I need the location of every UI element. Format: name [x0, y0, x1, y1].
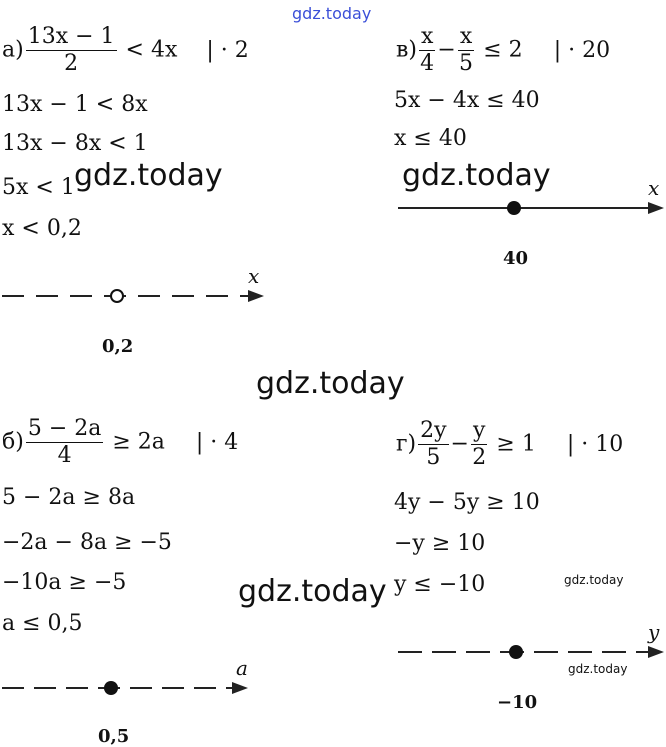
watermark-mid-left: gdz.today: [74, 158, 223, 193]
fraction-numerator: 5 − 2a: [27, 416, 102, 441]
number-line-b-axis-label: a: [236, 656, 248, 680]
watermark-center: gdz.today: [256, 366, 405, 401]
problem-v-header: [396, 26, 610, 75]
problem-a-rhs: < 4x: [125, 37, 178, 63]
problem-a-label: а): [2, 37, 24, 63]
number-line-a-axis-label: x: [248, 264, 260, 288]
problem-v-label: в): [396, 37, 417, 63]
problem-b-fraction: [26, 418, 104, 467]
fraction-numerator: 13x − 1: [27, 24, 115, 49]
problem-a-header: [2, 26, 249, 75]
problem-v-step: 5x − 4x ≤ 40: [394, 88, 540, 113]
problem-v-fraction-2: [458, 26, 474, 75]
problem-g-header: [396, 420, 623, 469]
problem-b-step: −2a − 8a ≥ −5: [2, 530, 172, 555]
fraction-numerator: 2y: [420, 418, 447, 443]
number-line-g-axis-label: y: [648, 620, 660, 644]
problem-g-fraction-2: [471, 420, 487, 469]
problem-a-multiplier: | · 2: [206, 37, 249, 63]
number-line-a-open-point: [111, 290, 123, 302]
problem-g-label: г): [396, 431, 417, 457]
problem-b-step: −10a ≥ −5: [2, 570, 127, 595]
number-line-v-point-label: 40: [503, 248, 529, 269]
number-line-g-point-label: −10: [497, 692, 538, 713]
problem-g-fraction-1: [418, 420, 448, 469]
number-line-v-axis-label: x: [648, 176, 660, 200]
fraction-denominator: 2: [64, 51, 79, 76]
fraction-denominator: 5: [459, 51, 474, 76]
watermark-small-1: gdz.today: [564, 573, 624, 587]
number-line-b-filled-point: [104, 681, 118, 695]
number-line-b-arrow: [232, 682, 248, 694]
fraction-denominator: 4: [420, 51, 435, 76]
problem-a-step: 13x − 1 < 8x: [2, 92, 148, 117]
problem-g-minus: −: [450, 431, 469, 457]
fraction-numerator: x: [459, 24, 473, 49]
problem-b-step: 5 − 2a ≥ 8a: [2, 485, 136, 510]
number-line-b-point-label: 0,5: [98, 726, 130, 747]
problem-b-multiplier: | · 4: [195, 429, 239, 455]
problem-b-label: б): [2, 429, 24, 455]
number-line-g-filled-point: [509, 645, 523, 659]
problem-g-step: y ≤ −10: [394, 572, 486, 597]
problem-b-rhs: ≥ 2a: [112, 429, 165, 455]
fraction-denominator: 2: [472, 445, 487, 470]
problem-g-step: −y ≥ 10: [394, 531, 486, 556]
problem-g-rhs: ≥ 1: [496, 431, 536, 457]
fraction-denominator: 4: [57, 443, 72, 468]
number-line-v-arrow: [648, 202, 664, 214]
watermark-small-2: gdz.today: [568, 662, 628, 676]
problem-a-step: x < 0,2: [2, 216, 82, 241]
fraction-numerator: x: [420, 24, 434, 49]
number-line-v-filled-point: [507, 201, 521, 215]
fraction-denominator: 5: [426, 445, 441, 470]
number-line-a-point-label: 0,2: [102, 336, 134, 357]
problem-b-step: a ≤ 0,5: [2, 611, 83, 636]
number-line-a-arrow: [248, 290, 264, 302]
problem-g-step: 4y − 5y ≥ 10: [394, 490, 540, 515]
problem-a-fraction: [26, 26, 117, 75]
problem-v-rhs: ≤ 2: [483, 37, 523, 63]
fraction-numerator: y: [472, 418, 486, 443]
problem-v-fraction-1: [419, 26, 435, 75]
problem-v-step: x ≤ 40: [394, 126, 467, 151]
watermark-top: gdz.today: [292, 4, 372, 23]
problem-v-minus: −: [437, 37, 456, 63]
problem-v-multiplier: | · 20: [553, 37, 611, 63]
problem-g-multiplier: | · 10: [566, 431, 624, 457]
watermark-mid-right: gdz.today: [402, 158, 551, 193]
number-line-g-arrow: [648, 646, 664, 658]
watermark-bottom: gdz.today: [238, 574, 387, 609]
problem-a-step: 13x − 8x < 1: [2, 131, 148, 156]
problem-b-header: [2, 418, 238, 467]
problem-a-step: 5x < 1: [2, 175, 75, 200]
